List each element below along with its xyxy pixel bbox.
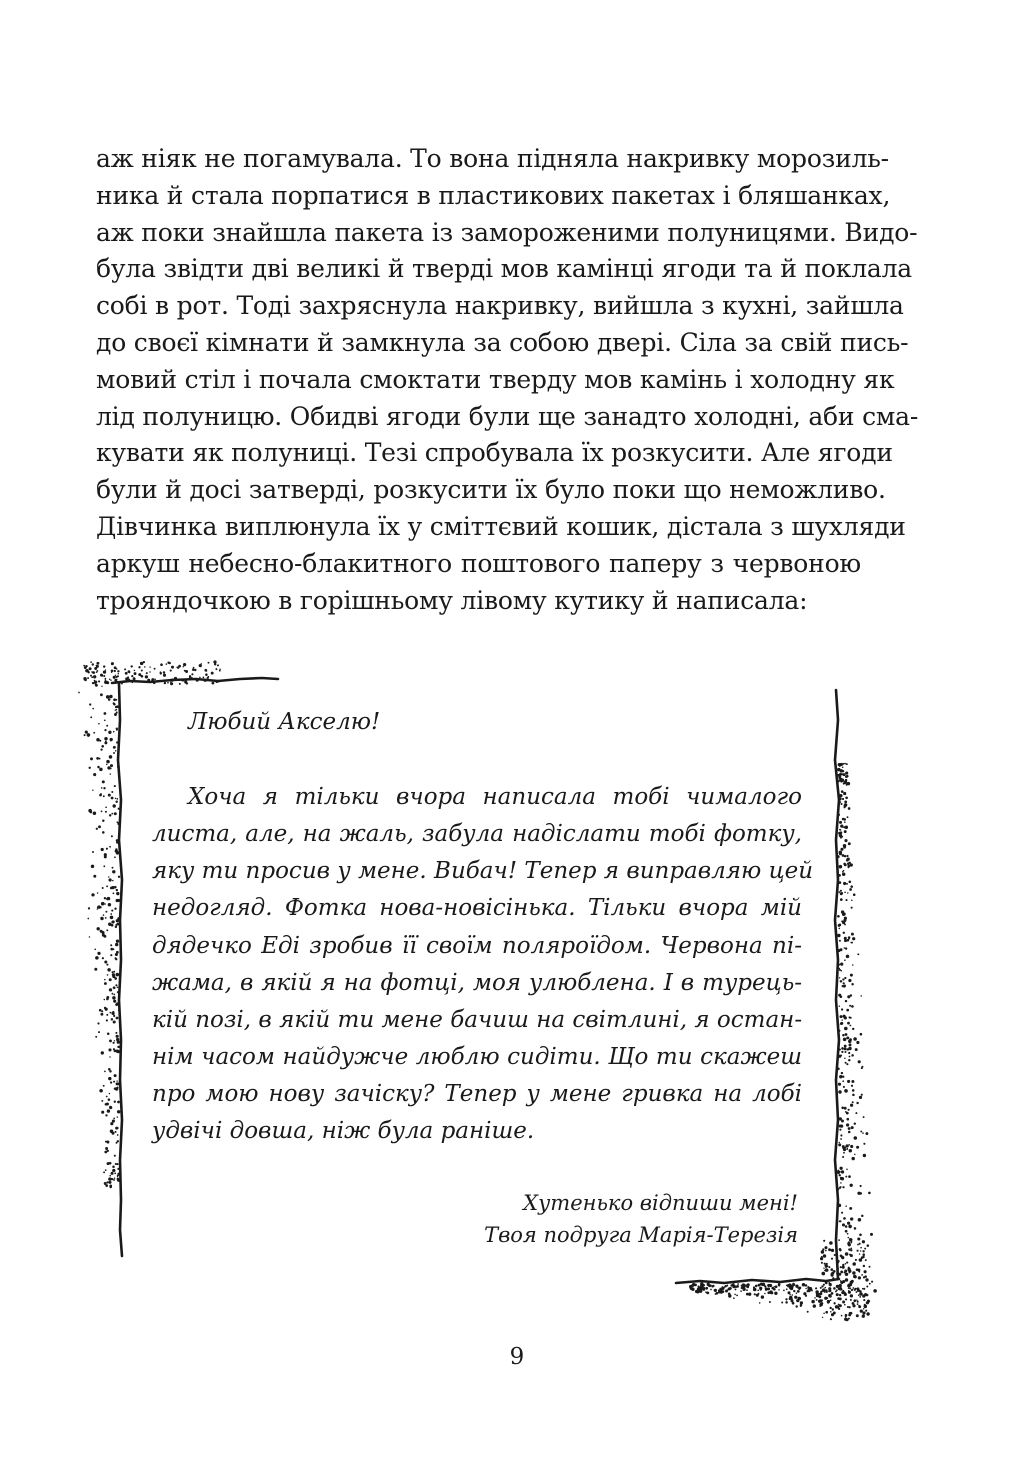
body-line: була звідти дві великі й тверді мов камінці ягоди та й поклала [96, 254, 912, 284]
body-line: кувати як полуниці. Тезі спробувала їх розкусити. Але ягоди [96, 438, 893, 468]
letter-line: кій позі, в якій ти мене бачиш на світлині, я остан- [152, 1006, 803, 1033]
letter-line: листа, але, на жаль, забула надіслати тобі фотку, [152, 820, 802, 847]
letter-line: удвічі довша, ніж була раніше. [152, 1118, 535, 1145]
letter-line: нім часом найдужче люблю сидіти. Що ти скажеш [152, 1044, 802, 1071]
body-line: собі в рот. Тоді захряснула накривку, вийшла з кухні, зайшла [96, 291, 904, 321]
body-line: ника й стала порпатися в пластикових пакетах і бляшанках, [96, 180, 891, 210]
letter-greeting: Любий Акселю! [188, 709, 381, 735]
page-number: 9 [509, 1344, 525, 1370]
body-line: мовий стіл і почала смоктати тверду мов камінь і холодну як [96, 364, 895, 394]
letter-signature-block [484, 1187, 798, 1251]
letter-signature: Твоя подруга Марія-Терезія [484, 1223, 798, 1247]
body-line: були й досі затверді, розкусити їх було поки що неможливо. [96, 475, 886, 505]
letter-block [152, 704, 814, 1151]
letter-line: про мою нову зачіску? Тепер у мене гривка на лобі [152, 1081, 802, 1108]
body-line: аж ніяк не погамувала. То вона підняла накривку морозиль- [96, 144, 889, 173]
letter-line: яку ти просив у мене. Вибач! Тепер я виправляю цей [152, 858, 814, 885]
letter-closing: Хутенько відпиши мені! [523, 1191, 798, 1215]
body-line: трояндочкою в горішньому лівому кутику й написала: [96, 585, 808, 615]
body-line: лід полуницю. Обидві ягоди були ще занадто холодні, аби сма- [96, 401, 919, 431]
body-line: Дівчинка виплюнула їх у сміттєвий кошик, дістала з шухляди [96, 511, 906, 541]
body-line: аж поки знайшла пакета із замороженими полуницями. Видо- [96, 217, 918, 247]
body-line: аркуш небесно-блакитного поштового паперу з червоною [96, 548, 861, 578]
body-paragraph [96, 141, 919, 619]
letter-line: жама, в якій я на фотці, моя улюблена. І в турець- [152, 969, 802, 996]
letter-line: недогляд. Фотка нова-новісінька. Тільки вчора мій [152, 895, 802, 922]
letter-line: дядечко Еді зробив її своїм поляроїдом. Червона пі- [152, 932, 802, 959]
body-line: до своєї кімнати й замкнула за собою двері. Сіла за свій пись- [96, 327, 909, 357]
letter-line: Хоча я тільки вчора написала тобі чималого [188, 783, 802, 810]
